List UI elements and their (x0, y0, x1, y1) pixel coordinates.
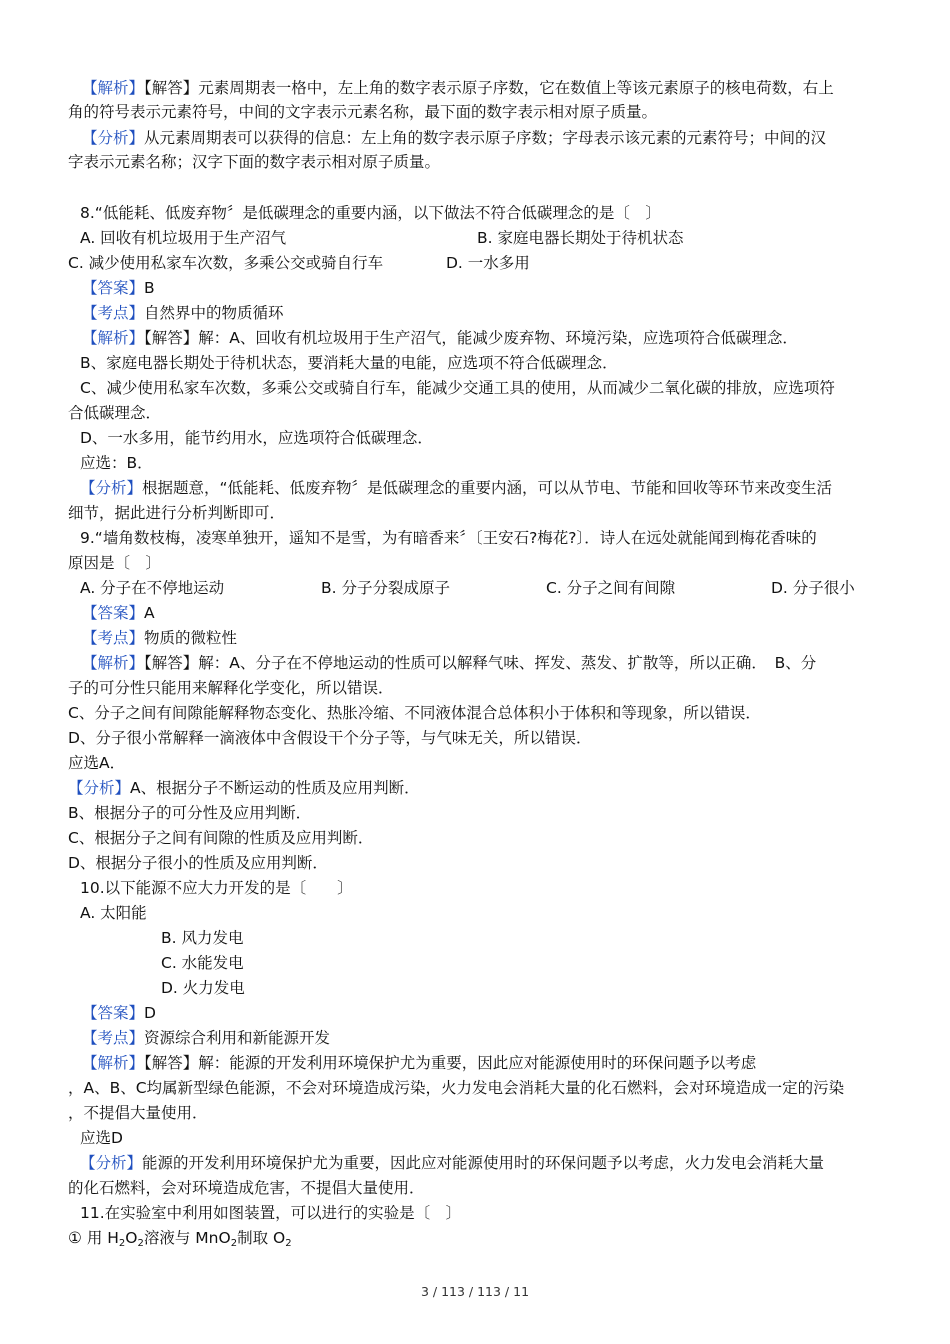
page-number: 3 / 113 / 113 / 11 (420, 1284, 530, 1299)
q9-reasoning-line2: B、根据分子的可分性及应用判断． (68, 804, 312, 822)
q10-reasoning-line1: 【分析】能源的开发利用环境保护尤为重要，因此应对能源使用时的环保问题予以考虑，火力发电会消耗大量 (80, 1154, 825, 1172)
q8-analysis-line3: C、减少使用私家车次数，多乘公交或骑自行车，能减少交通工具的使用，从而减少二氧化碳的排放，应选项符 (80, 379, 835, 397)
q9-reasoning-line1: 【分析】A、根据分子不断运动的性质及应用判断． (68, 779, 420, 797)
q10-option-c: C. 水能发电 (161, 954, 244, 972)
q8-option-b: B. 家庭电器长期处于待机状态 (477, 229, 684, 247)
q10-analysis-line3: ，不提倡大量使用． (68, 1104, 208, 1122)
q8-analysis-line5: D、一水多用，能节约用水，应选项符合低碳理念． (80, 429, 433, 447)
q9-option-a: A. 分子在不停地运动 (80, 579, 225, 597)
q7-reasoning-line2: 字表示元素名称；汉字下面的数字表示相对原子质量。 (68, 153, 441, 171)
q8-option-c: C. 减少使用私家车次数，多乘公交或骑自行车 (68, 254, 384, 272)
q9-analysis-line1: 【解析】【解答】解：A、分子在不停地运动的性质可以解释气味、挥发、蒸发、扩散等，所以正确． B、分 (82, 654, 817, 672)
q9-analysis-line4: D、分子很小常解释一滴液体中含假设干个分子等，与气味无关，所以错误． (68, 729, 592, 747)
q8-reasoning-line2: 细节，据此进行分析判断即可． (68, 504, 286, 522)
q10-option-d: D. 火力发电 (161, 979, 245, 997)
q8-reasoning-line1: 【分析】根据题意，“低能耗、低废弃物〞是低碳理念的重要内涵，可以从节电、节能和回收等环节来改变生活 (80, 479, 833, 497)
q9-answer: 【答案】A (82, 604, 155, 622)
q9-analysis-line2: 子的可分性只能用来解释化学变化，所以错误． (68, 679, 394, 697)
q8-option-d: D. 一水多用 (446, 254, 530, 272)
q8-answer: 【答案】B (82, 279, 155, 297)
q8-analysis-line4: 合低碳理念． (68, 404, 162, 422)
reasoning-tag: 【分析】 (82, 129, 145, 147)
q9-option-b: B. 分子分裂成原子 (321, 579, 450, 597)
q8-option-a: A. 回收有机垃圾用于生产沼气 (80, 229, 287, 247)
q9-option-c: C. 分子之间有间隙 (546, 579, 676, 597)
q8-analysis-line6: 应选：B． (80, 454, 153, 472)
q9-stem-line1: 9.“墙角数枝梅，凌寒单独开，遥知不是雪，为有暗香来〞〔王安石?梅花?〕．诗人在远处就能闻到梅花香味的 (80, 529, 817, 547)
q9-stem-line2: 原因是〔 〕 (68, 554, 162, 572)
q9-topic: 【考点】物质的微粒性 (82, 629, 238, 647)
q11-item1: ① 用 $H_2O_2$溶液与 MnO$_2$制取 $O_2$ (68, 1229, 292, 1249)
q8-topic: 【考点】自然界中的物质循环 (82, 304, 284, 322)
analysis-tag: 【解析】 (82, 79, 145, 97)
q7-analysis-line1: 【解析】【解答】元素周期表一格中，左上角的数字表示原子序数，它在数值上等该元素原子的核电荷数，右上 (82, 79, 834, 97)
q10-analysis-line4: 应选D (80, 1129, 123, 1147)
q8-stem: 8.“低能耗、低废弃物〞是低碳理念的重要内涵，以下做法不符合低碳理念的是〔 〕 (80, 204, 661, 222)
q8-analysis-line1: 【解析】【解答】解：A、回收有机垃圾用于生产沼气，能减少废弃物、环境污染，应选项符合低碳理念． (82, 329, 798, 347)
q7-analysis-line2: 角的符号表示元素符号，中间的文字表示元素名称，最下面的数字表示相对原子质量。 (68, 103, 658, 121)
q10-analysis-line1: 【解析】【解答】解：能源的开发利用环境保护尤为重要，因此应对能源使用时的环保问题予以考虑 (82, 1054, 757, 1072)
q10-answer: 【答案】D (82, 1004, 156, 1022)
q11-stem: 11.在实验室中利用如图装置，可以进行的实验是〔 〕 (80, 1204, 462, 1222)
q10-stem: 10.以下能源不应大力开发的是〔 〕 (80, 879, 353, 897)
q10-analysis-line2: ，A、B、C均属新型绿色能源，不会对环境造成污染，火力发电会消耗大量的化石燃料，会对环境造成一定的污染 (68, 1079, 845, 1097)
q7-reasoning-line1: 【分析】从元素周期表可以获得的信息：左上角的数字表示原子序数；字母表示该元素的元素符号；中间的汉 (82, 129, 827, 147)
q9-reasoning-line4: D、根据分子很小的性质及应用判断． (68, 854, 328, 872)
q10-topic: 【考点】资源综合利用和新能源开发 (82, 1029, 331, 1047)
q9-analysis-line3: C、分子之间有间隙能解释物态变化、热胀冷缩、不同液体混合总体积小于体积和等现象，所以错误． (68, 704, 761, 722)
q10-option-b: B. 风力发电 (161, 929, 244, 947)
q8-analysis-line2: B、家庭电器长期处于待机状态，要消耗大量的电能，应选项不符合低碳理念． (80, 354, 618, 372)
q10-option-a: A. 太阳能 (80, 904, 147, 922)
q9-reasoning-line3: C、根据分子之间有间隙的性质及应用判断． (68, 829, 374, 847)
q9-analysis-line5: 应选A． (68, 754, 126, 772)
q9-option-d: D. 分子很小 (771, 579, 855, 597)
q10-reasoning-line2: 的化石燃料，会对环境造成危害，不提倡大量使用． (68, 1179, 425, 1197)
